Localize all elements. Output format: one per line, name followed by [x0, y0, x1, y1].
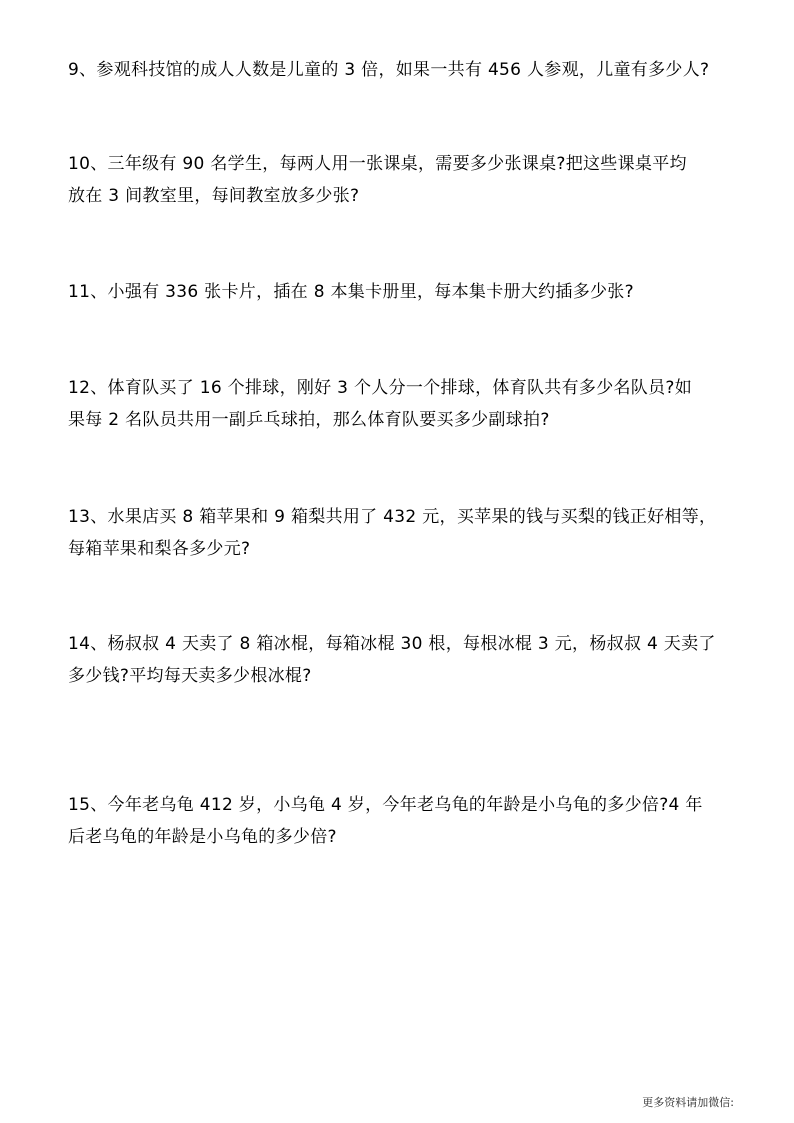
problem-15-line-2: 后老乌龟的年龄是小乌龟的多少倍?	[68, 827, 337, 847]
footer-note: 更多资料请加微信:	[642, 1096, 734, 1109]
problem-15-line-1: 15、今年老乌龟 412 岁，小乌龟 4 岁，今年老乌龟的年龄是小乌龟的多少倍?4 年	[68, 795, 703, 815]
problem-10-line-2: 放在 3 间教室里，每间教室放多少张?	[68, 186, 360, 206]
problem-12	[68, 372, 736, 436]
problem-11	[68, 276, 736, 308]
problem-15	[68, 789, 736, 853]
problem-13-line-1: 13、水果店买 8 箱苹果和 9 箱梨共用了 432 元，买苹果的钱与买梨的钱正好相等，	[68, 507, 717, 527]
problem-14	[68, 628, 736, 692]
problem-13	[68, 501, 736, 565]
problem-10-line-1: 10、三年级有 90 名学生，每两人用一张课桌，需要多少张课桌?把这些课桌平均	[68, 154, 687, 174]
problem-14-line-2: 多少钱?平均每天卖多少根冰棍?	[68, 666, 312, 686]
problem-10	[68, 148, 736, 212]
problem-9-line-1: 9、参观科技馆的成人人数是儿童的 3 倍，如果一共有 456 人参观，儿童有多少人?	[68, 60, 710, 80]
problem-12-line-2: 果每 2 名队员共用一副乒乓球拍，那么体育队要买多少副球拍?	[68, 410, 550, 430]
problem-11-line-1: 11、小强有 336 张卡片，插在 8 本集卡册里，每本集卡册大约插多少张?	[68, 282, 634, 302]
problem-14-line-1: 14、杨叔叔 4 天卖了 8 箱冰棍，每箱冰棍 30 根，每根冰棍 3 元，杨叔叔 4 天卖了	[68, 634, 716, 654]
problem-13-line-2: 每箱苹果和梨各多少元?	[68, 539, 251, 559]
problem-12-line-1: 12、体育队买了 16 个排球，刚好 3 个人分一个排球，体育队共有多少名队员?如	[68, 378, 693, 398]
problem-9	[68, 54, 736, 86]
